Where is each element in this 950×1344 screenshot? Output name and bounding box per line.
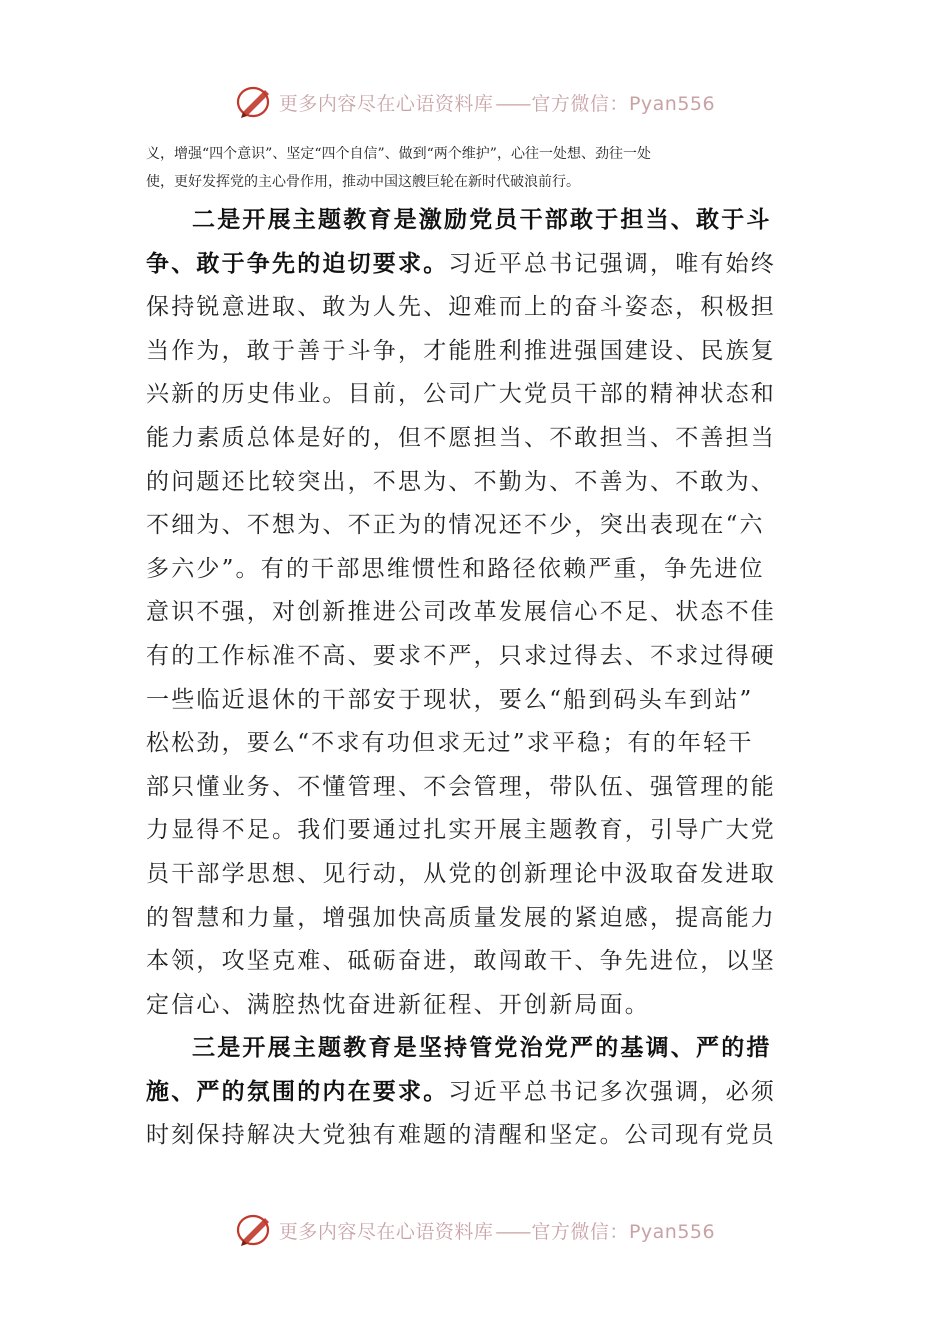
banner-separator: —— xyxy=(495,92,530,115)
pen-logo-icon xyxy=(235,82,275,122)
intro-line: 义，增强“四个意识”、坚定“四个自信”、做到“两个维护”，心往一处想、劲往一处 xyxy=(146,146,651,162)
body-line: 部只懂业务、不懂管理、不会管理，带队伍、强管理的能 xyxy=(146,773,776,800)
section-two-line-rest: 习近平总书记强调，唯有始终 xyxy=(448,250,777,277)
section-three-heading-line-2 xyxy=(146,1070,806,1115)
body-line: 的智慧和力量，增强加快高质量发展的紧迫感，提高能力 xyxy=(146,904,776,931)
body-line: 力显得不足。我们要通过扎实开展主题教育，引导广大党 xyxy=(146,817,776,844)
body-line: 有的工作标准不高、要求不严，只求过得去、不求过得硬 xyxy=(146,642,776,669)
section-two-heading-line-2 xyxy=(146,242,806,287)
banner-title: 更多内容尽在心语资料库 xyxy=(278,1220,494,1243)
footer-banner xyxy=(0,1210,950,1250)
section-three-paragraph xyxy=(146,1026,806,1158)
body-line: 当作为，敢于善于斗争，才能胜利推进强国建设、民族复 xyxy=(146,337,776,364)
body-line: 本领，攻坚克难、砥砺奋进，敢闯敢干、争先进位，以坚 xyxy=(146,948,776,975)
banner-wechat-id: Pyan556 xyxy=(628,1220,716,1243)
body-line: 时刻保持解决大党独有难题的清醒和坚定。公司现有党员 xyxy=(146,1122,776,1149)
body-line: 的问题还比较突出，不思为、不勤为、不善为、不敢为、 xyxy=(146,468,776,495)
banner-separator: —— xyxy=(495,1220,530,1243)
banner-title: 更多内容尽在心语资料库 xyxy=(278,92,494,115)
banner-wechat-label: 官方微信： xyxy=(531,92,629,115)
body-line: 一些临近退休的干部安于现状，要么“船到码头车到站” xyxy=(146,686,754,713)
intro-paragraph xyxy=(146,140,806,196)
section-three-heading-end: 施、严的氛围的内在要求。 xyxy=(146,1077,449,1105)
section-two-heading-line: 二是开展主题教育是激励党员干部敢于担当、敢于斗 xyxy=(192,206,772,233)
header-banner xyxy=(0,82,950,122)
body-line: 员干部学思想、见行动，从党的创新理论中汲取奋发进取 xyxy=(146,860,776,887)
section-three-line-rest: 习近平总书记多次强调，必须 xyxy=(448,1078,777,1105)
body-line: 意识不强，对创新推进公司改革发展信心不足、状态不佳 xyxy=(146,599,776,626)
intro-line: 使，更好发挥党的主心骨作用，推动中国这艘巨轮在新时代破浪前行。 xyxy=(146,174,580,190)
body-line: 定信心、满腔热忱奋进新征程、开创新局面。 xyxy=(146,991,650,1018)
section-two-paragraph xyxy=(146,198,806,1027)
banner-wechat-label: 官方微信： xyxy=(531,1220,629,1243)
body-line: 保持锐意进取、敢为人先、迎难而上的奋斗姿态，积极担 xyxy=(146,294,776,321)
body-line: 兴新的历史伟业。目前，公司广大党员干部的精神状态和 xyxy=(146,381,776,408)
banner-wechat-id: Pyan556 xyxy=(628,92,716,115)
body-line: 能力素质总体是好的，但不愿担当、不敢担当、不善担当 xyxy=(146,424,776,451)
section-two-heading-end: 争、敢于争先的迫切要求。 xyxy=(146,249,449,277)
pen-logo-icon xyxy=(235,1210,275,1250)
section-three-heading-line: 三是开展主题教育是坚持管党治党严的基调、严的措 xyxy=(192,1034,772,1061)
banner-text xyxy=(279,1217,715,1244)
body-line: 松松劲，要么“不求有功但求无过”求平稳；有的年轻干 xyxy=(146,730,754,757)
body-line: 多六少”。有的干部思维惯性和路径依赖严重，争先进位 xyxy=(146,555,765,582)
body-line: 不细为、不想为、不正为的情况还不少，突出表现在“六 xyxy=(146,512,765,539)
banner-text xyxy=(279,89,715,116)
